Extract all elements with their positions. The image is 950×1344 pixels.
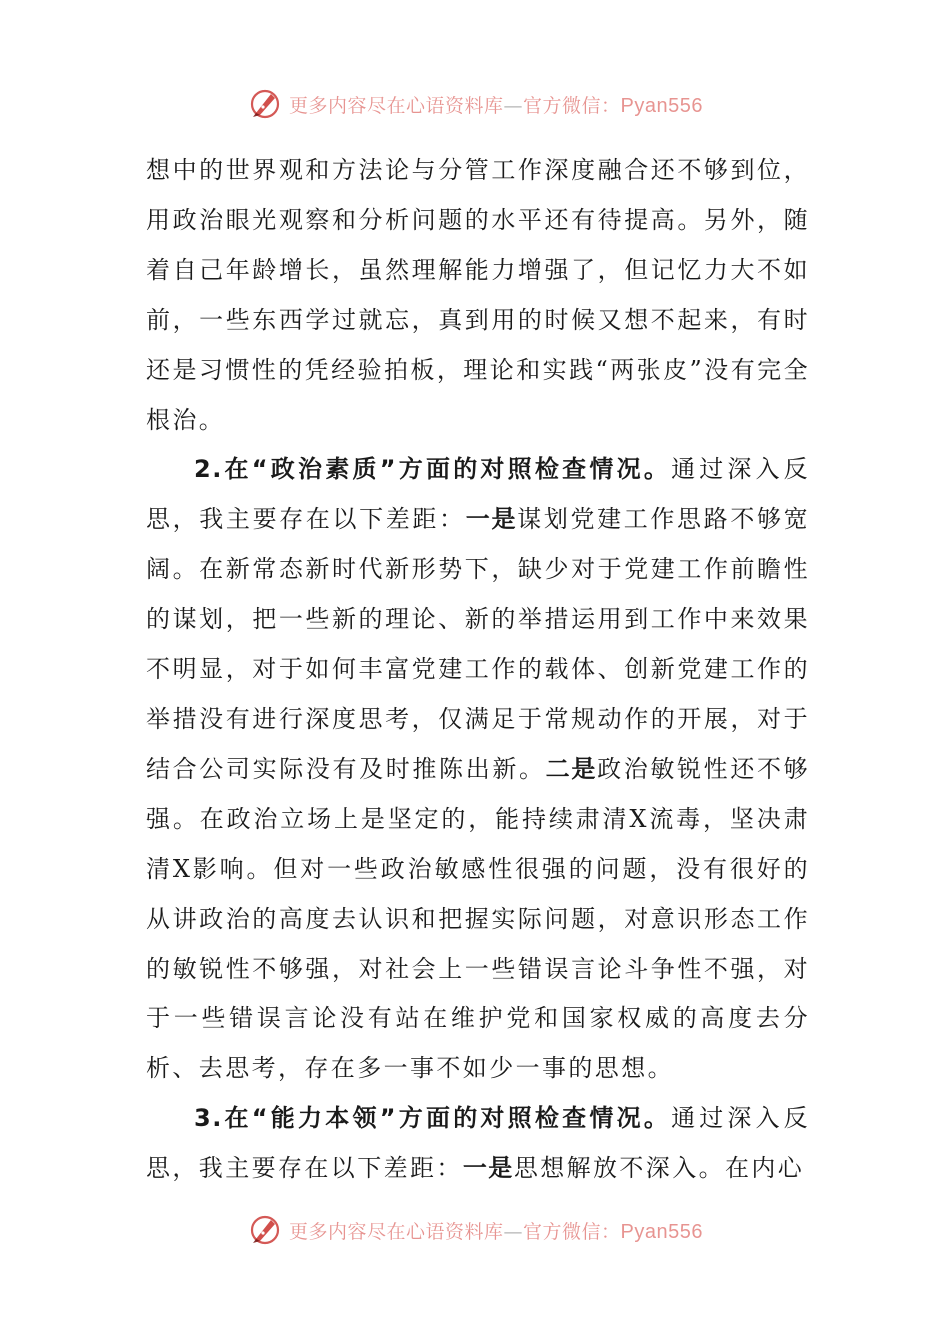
bold-text-segment: 2.在“政治素质”方面的对照检查情况。	[194, 455, 672, 484]
paragraph	[146, 1094, 810, 1194]
watermark-brand: 更多内容尽在心语资料库	[289, 94, 504, 117]
watermark-contact-label: 官方微信：	[523, 94, 621, 117]
watermark-separator: —	[503, 1220, 524, 1243]
bold-text-segment: 一是	[462, 1154, 514, 1183]
watermark-brand: 更多内容尽在心语资料库	[289, 1220, 504, 1243]
document-body	[146, 146, 810, 1194]
text-segment: 谋划党建工作思路不够宽阔。在新常态新时代新形势下，缺少对于党建工作前瞻性的谋划，把一些新的理论、新的举措运用到工作中来效果不明显，对于如何丰富党建工作的载体、创新党建工作的举措没有进行深度思考，仅满足于常规动作的开展，对于结合公司实际没有及时推陈出新。	[146, 505, 810, 783]
pen-nib-logo-icon	[247, 86, 283, 122]
watermark-text	[289, 91, 703, 118]
watermark-separator: —	[503, 94, 524, 117]
text-segment: 政治敏锐性还不够强。在政治立场上是坚定的，能持续肃清X流毒，坚决肃清X影响。但对一些政治敏感性很强的问题，没有很好的从讲政治的高度去认识和把握实际问题，对意识形态工作的敏锐性不够强，对社会上一些错误言论斗争性不强，对于一些错误言论没有站在维护党和国家权威的高度去分析、去思考，存在多一事不如少一事的思想。	[146, 754, 810, 1083]
bold-text-segment: 二是	[545, 754, 598, 783]
pen-nib-logo-icon	[247, 1212, 283, 1248]
watermark-contact-label: 官方微信：	[523, 1220, 621, 1243]
text-segment: 通过深入反思，我主要存在以下差距：	[146, 455, 810, 534]
watermark-contact-id: Pyan556	[620, 94, 703, 117]
watermark-header	[0, 84, 950, 124]
bold-text-segment: 3.在“能力本领”方面的对照检查情况。	[194, 1104, 672, 1133]
text-segment: 思想解放不深入。在内心	[513, 1154, 805, 1183]
paragraph	[146, 445, 810, 1094]
paragraph	[146, 146, 810, 445]
text-segment: 通过深入反思，我主要存在以下差距：	[146, 1104, 810, 1183]
text-segment: 想中的世界观和方法论与分管工作深度融合还不够到位，用政治眼光观察和分析问题的水平还有待提高。另外，随着自己年龄增长，虽然理解能力增强了，但记忆力大不如前，一些东西学过就忘，真到用的时候又想不起来，有时还是习惯性的凭经验拍板，理论和实践“两张皮”没有完全根治。	[146, 156, 810, 434]
watermark-contact-id: Pyan556	[620, 1220, 703, 1243]
watermark-text	[289, 1217, 703, 1244]
watermark-footer	[0, 1210, 950, 1250]
bold-text-segment: 一是	[465, 505, 518, 534]
